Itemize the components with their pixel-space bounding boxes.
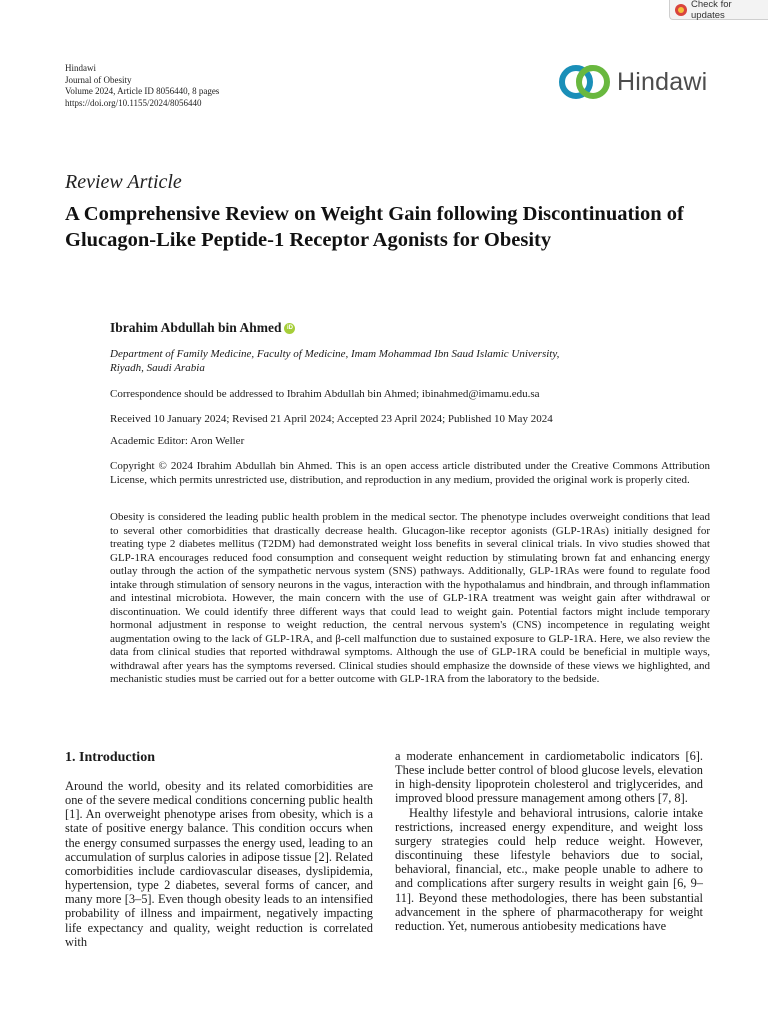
body-column-right	[395, 749, 703, 933]
affiliation-line-2: Riyadh, Saudi Arabia	[110, 361, 205, 374]
affiliation	[110, 348, 710, 375]
affiliation-line-1: Department of Family Medicine, Faculty of Medicine, Imam Mohammad Ibn Saud Islamic University,	[110, 348, 560, 360]
journal-meta	[65, 63, 219, 109]
hindawi-rings-icon	[557, 63, 613, 101]
check-for-updates-label: Check for updates	[691, 0, 732, 21]
body-column-left	[65, 779, 373, 949]
journal-name: Journal of Obesity	[65, 74, 132, 85]
hindawi-logo	[557, 63, 717, 101]
article-title: A Comprehensive Review on Weight Gain following Discontinuation of Glucagon-Like Peptide-1 Receptor Agonists for Obesity	[65, 203, 684, 251]
article-dates: Received 10 January 2024; Revised 21 April 2024; Accepted 23 April 2024; Published 10 May 2024	[110, 413, 553, 425]
logo-text: Hindawi	[617, 67, 708, 96]
volume-line: Volume 2024, Article ID 8056440, 8 pages	[65, 86, 220, 97]
intro-paragraph-1-continued: a moderate enhancement in cardiometabolic indicators [6]. These include better control of blood glucose levels, elevation in high-density lipoprotein cholesterol and triglycerides, and improved blood pressure management among others [7, 8].	[395, 749, 703, 806]
author-line	[110, 320, 295, 336]
correspondence: Correspondence should be addressed to Ibrahim Abdullah bin Ahmed; ibinahmed@imamu.edu.sa	[110, 388, 540, 400]
author-name[interactable]: Ibrahim Abdullah bin Ahmed	[110, 320, 282, 335]
copyright-notice: Copyright © 2024 Ibrahim Abdullah bin Ahmed. This is an open access article distributed under the Creative Commons Attribution License, which permits unrestricted use, distribution, and reproduction in any medium, provided the original work is properly cited.	[110, 460, 710, 486]
abstract: Obesity is considered the leading public health problem in the medical sector. The phenotype includes overweight conditions that lead to several other comorbidities that drastically decrease health. Glucagon-like receptor agonists (GLP-1RAs) initially designed for treating type 2 diabetes mellitus (T2DM) had demonstrated weight loss benefits in several clinical trials. In vivo studies showed that GLP-1RA encourages reduced food consumption and consequent weight reduction by stimulating brown fat and enhancing energy outlay through the action of the sympathetic nervous system (SNS) pathways. Additionally, GLP-1RAs were found to regulate food intake through stimulation of sensory neurons in the vagus, interaction with the hypothalamus and hindbrain, and through inflammation and intestinal microbiota. However, the main concern with the use of GLP-1RA treatment was weight gain after withdrawal or discontinuation. We could identify three different ways that could lead to weight gain. Potential factors might include temporary hormonal adjustment in response to weight reduction, the central nervous system's (CNS) incompetence in regulating weight augmentation owing to the lack of GLP-1RA, and β-cell malfunction due to sustained exposure to GLP-1RA. Here, we also review the data from clinical studies that reported withdrawal symptoms. Although the use of GLP-1RA could be beneficial in multiple ways, withdrawal after years has the symptoms reversed. Clinical studies should emphasize the downside of these views we highlighted, and mechanistic studies must be carried out for a better outcome with GLP-1RA from the laboratory to the bedside.	[110, 511, 710, 685]
intro-paragraph-2: Healthy lifestyle and behavioral intrusions, calorie intake restrictions, increased energy expenditure, and weight loss surgery strategies could help reduce weight. However, discontinuing these lifestyle behaviors due to social, behavioral, financial, etc., make people unable to adhere to and complications after surgery results in weight gain [6, 9–11]. Beyond these methodologies, there has been substantial advancement in the sphere of pharmacotherapy for weight reduction. Yet, numerous antiobesity medications have	[395, 805, 703, 933]
crossmark-icon	[675, 4, 687, 16]
article-type: Review Article	[65, 171, 182, 193]
section-heading-introduction: 1. Introduction	[65, 750, 155, 765]
orcid-icon[interactable]: iD	[284, 323, 295, 334]
doi-link[interactable]: https://doi.org/10.1155/2024/8056440	[65, 97, 202, 108]
academic-editor: Academic Editor: Aron Weller	[110, 435, 245, 447]
intro-paragraph-1: Around the world, obesity and its related comorbidities are one of the severe medical conditions concerning public health [1]. An overweight phenotype arises from obesity, which is a state of positive energy balance. This condition occurs when the energy consumed surpasses the energy used, leading to an accumulation of surplus calories in adipose tissue [2]. Related comorbidities include cardiovascular diseases, dyslipidemia, hypertension, type 2 diabetes, several forms of cancer, and many more [3–5]. Even though obesity leads to an intensified probability of illness and impairment, negatively impacting life expectancy and quality, weight reduction is correlated with	[65, 779, 373, 949]
check-for-updates-button[interactable]	[669, 0, 768, 20]
publisher-name: Hindawi	[65, 63, 96, 73]
